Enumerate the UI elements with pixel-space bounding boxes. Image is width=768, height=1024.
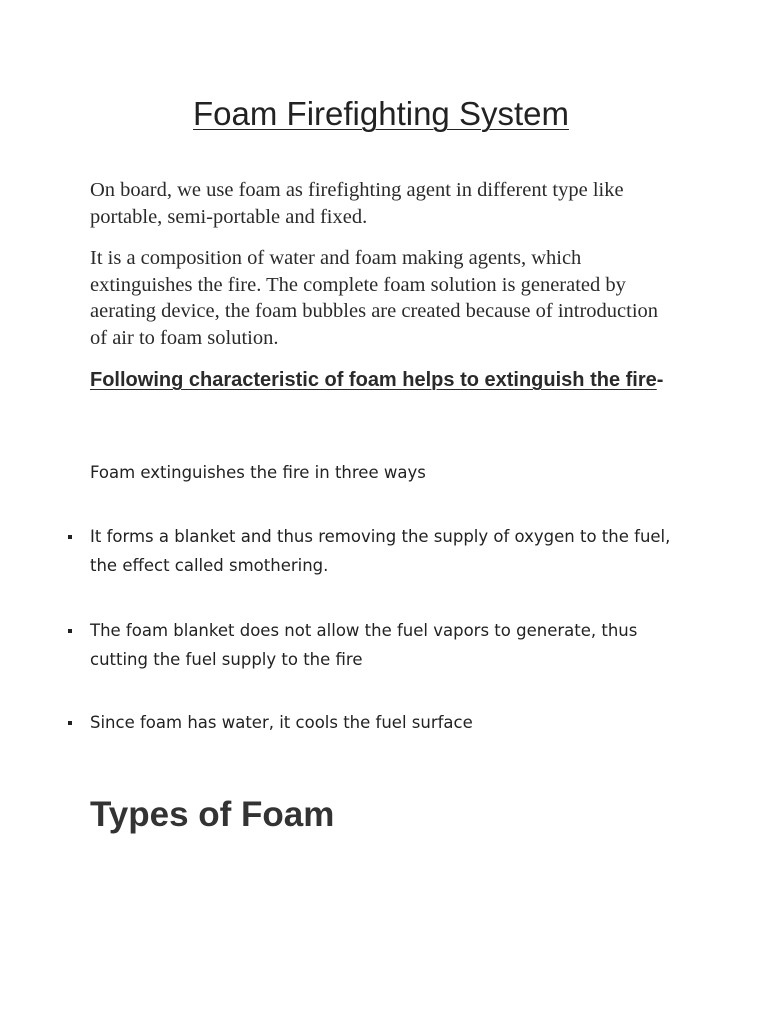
list-item-text: The foam blanket does not allow the fuel vapors to generate, thus cutting the fuel supply to the fire <box>90 621 638 669</box>
list-item-text: It forms a blanket and thus removing the supply of oxygen to the fuel, the effect called smothering. <box>90 527 671 575</box>
paragraph-foam-composition: It is a composition of water and foam making agents, which extinguishes the fire. The complete foam solution is generated by aerating device, the foam bubbles are created because of introduction of air to foam solution. <box>90 247 659 349</box>
list-item <box>90 708 680 737</box>
characteristics-subheading-text: Following characteristic of foam helps to extinguish the fire <box>90 369 657 391</box>
characteristics-subheading-suffix: - <box>656 369 664 391</box>
list-item-text: Since foam has water, it cools the fuel surface <box>90 713 473 732</box>
bullet-square-icon <box>68 721 72 725</box>
paragraph-onboard-foam-usage: On board, we use foam as firefighting agent in different type like portable, semi-portable and fixed. <box>90 179 624 228</box>
list-item <box>90 616 680 674</box>
page-title <box>0 92 762 136</box>
list-item <box>90 522 680 580</box>
three-ways-intro: Foam extinguishes the fire in three ways <box>90 463 426 482</box>
types-of-foam-heading: Types of Foam <box>90 795 335 834</box>
bullet-square-icon <box>68 629 72 633</box>
characteristics-subheading <box>90 366 690 395</box>
bullet-square-icon <box>68 535 72 539</box>
page-title-text: Foam Firefighting System <box>193 95 569 132</box>
